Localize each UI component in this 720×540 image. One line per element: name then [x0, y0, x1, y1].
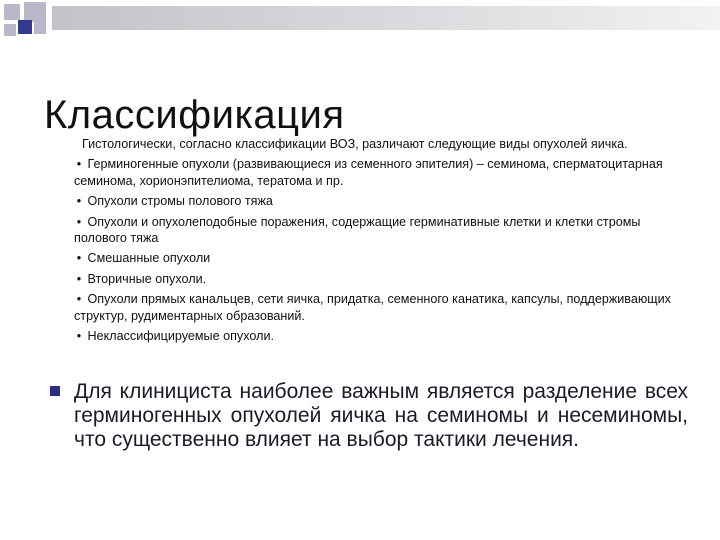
bullet-icon: • [76, 292, 82, 307]
bullet-icon: • [76, 329, 82, 344]
list-item-text: Опухоли и опухолеподобные поражения, содержащие герминативные клетки и клетки стромы полового тяжа [74, 214, 641, 246]
list-item-text: Опухоли стромы полового тяжа [87, 194, 273, 209]
decor-square-1 [4, 4, 20, 20]
list-item-text: Опухоли прямых канальцев, сети яичка, придатка, семенного канатика, капсулы, поддерживающих структур, рудиментарных образований. [74, 292, 671, 323]
main-point-text: Для клинициста наиболее важным является разделение всех герминогенных опухолей яичка на семиномы и несеминомы, что существенно влияет на выбор тактики лечения. [74, 380, 688, 451]
list-item [74, 291, 680, 324]
slide-title: Классификация [44, 92, 345, 137]
header-bar [52, 6, 720, 30]
bullet-icon: • [76, 194, 82, 209]
decor-square-4 [4, 24, 16, 36]
list-item-text: Неклассифицируемые опухоли. [87, 329, 274, 344]
main-point [48, 380, 688, 452]
square-bullet-icon [50, 386, 60, 396]
decor-square-2 [24, 2, 46, 22]
list-item-text: Смешанные опухоли [87, 251, 211, 266]
list-item-text: Вторичные опухоли. [87, 271, 207, 286]
list-item [74, 271, 680, 287]
classification-text [74, 136, 680, 348]
decor-square-3 [18, 20, 32, 34]
list-item [74, 156, 680, 189]
list-item [74, 193, 680, 209]
bullet-icon: • [76, 251, 82, 266]
bullet-icon: • [76, 214, 82, 229]
intro-paragraph: Гистологически, согласно классификации ВОЗ, различают следующие виды опухолей яичка. [82, 137, 628, 151]
list-item [74, 214, 680, 247]
decor-square-5 [34, 22, 46, 34]
bullet-icon: • [76, 271, 82, 286]
bullet-icon: • [76, 157, 82, 172]
list-item-text: Герминогенные опухоли (развивающиеся из семенного эпителия) – семинома, сперматоцитарная семинома, хорионэпителиома, тератома и пр. [74, 157, 663, 188]
list-item [74, 328, 680, 344]
list-item [74, 250, 680, 266]
